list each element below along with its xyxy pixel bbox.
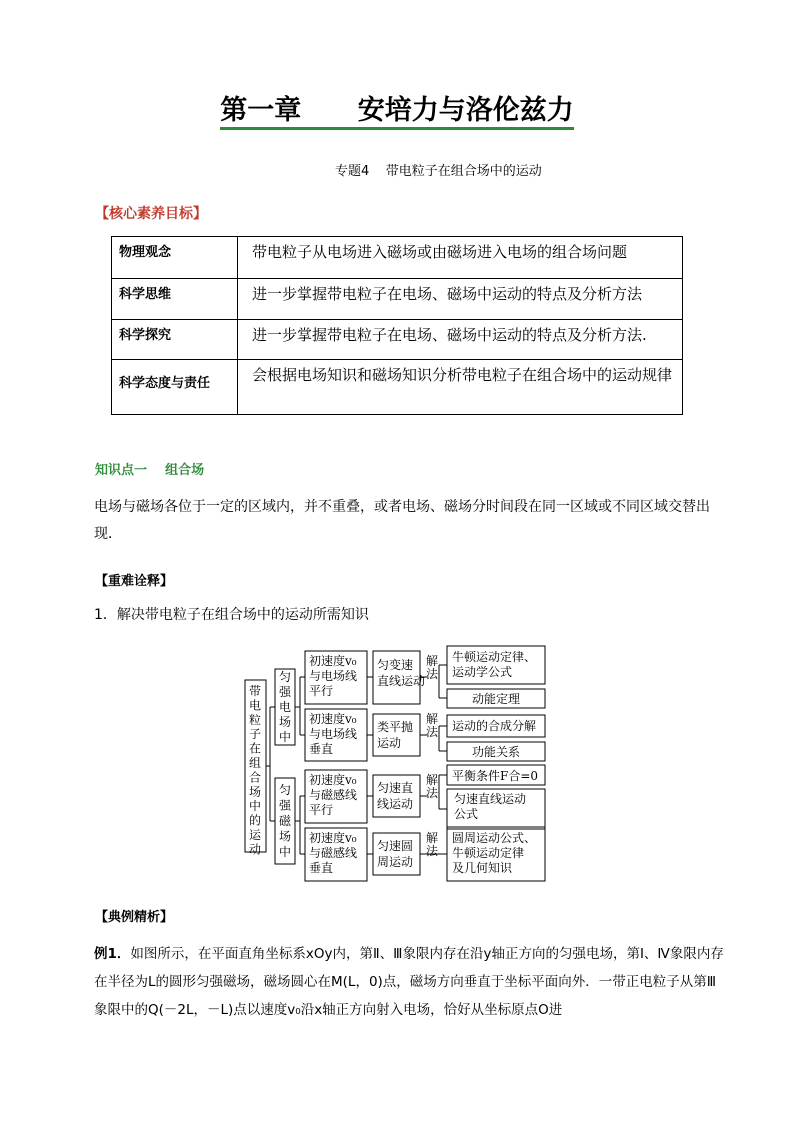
diagram-condition-text: 垂直	[309, 861, 334, 875]
example-1-text: 如图所示，在平面直角坐标系xOy内，第Ⅱ、Ⅲ象限内存在沿y轴正方向的匀强电场，第Ⅰ、Ⅳ象限内存在半径为L的圆形匀强磁场，磁场圆心在M(L，0)点，磁场方向垂直于坐标平面向外．一带正电粒子从第Ⅲ象限中的Q(－2L，－L)点以速度v₀沿x轴正方向射入电场，恰好从坐标原点O进	[94, 946, 724, 1018]
diagram-field-b-char: 强	[278, 798, 292, 813]
diagram-result-text: 圆周运动公式、	[452, 831, 537, 845]
diagram-condition-text: 初速度v₀	[309, 654, 357, 668]
diagram-root-char: 合	[248, 770, 262, 785]
goals-row	[112, 279, 683, 320]
diagram-method-label: 解	[425, 773, 439, 787]
diagram-condition-text: 垂直	[309, 742, 334, 756]
chapter-title	[0, 93, 794, 129]
diagram-method-label: 法	[425, 667, 439, 681]
goal-value: 带电粒子从电场进入磁场或由磁场进入电场的组合场问题	[238, 237, 683, 279]
topic-subtitle: 专题4 带电粒子在组合场中的运动	[335, 164, 542, 179]
diagram-result-text: 功能关系	[471, 745, 521, 759]
diagram-motion-text: 直线运动	[377, 674, 426, 688]
diagram-result-text: 匀速直线运动	[454, 792, 527, 806]
diagram-field-b-char: 磁	[278, 814, 292, 828]
example-heading: 【典例精析】	[95, 910, 174, 925]
diagram-result-text: 及几何知识	[452, 861, 513, 875]
diagram-result-text: 公式	[454, 807, 479, 821]
diagram-root-char: 运	[248, 828, 262, 842]
diagram-motion-text: 匀速直	[377, 781, 414, 795]
diagram-field-b-char: 匀	[278, 783, 292, 797]
diagram-result-text: 动能定理	[471, 692, 521, 706]
diagram-root-char: 场	[248, 784, 262, 799]
diagram-method-label: 解	[425, 712, 439, 726]
diagram-motion-text: 类平抛	[377, 720, 414, 734]
diagram-result-text: 平衡条件F合=0	[452, 769, 539, 783]
diagram-result-text: 运动的合成分解	[452, 719, 537, 733]
diagram-field-e-char: 电	[278, 700, 292, 714]
goals-table	[111, 236, 683, 415]
example-1	[94, 940, 724, 1024]
example-1-label: 例1．	[94, 946, 131, 962]
diagram-motion-text: 线运动	[377, 797, 414, 811]
diagram-motion-text: 匀变速	[377, 658, 414, 672]
diagram-condition-text: 与电场线	[309, 669, 358, 683]
diagram-root-char: 动	[248, 842, 262, 857]
diagram-method-label: 法	[425, 786, 439, 800]
diagram-root-char: 电	[248, 698, 262, 713]
diagram-method-label: 法	[425, 725, 439, 739]
goals-row	[112, 360, 683, 415]
diagram-condition-text: 初速度v₀	[309, 773, 357, 787]
diagram-condition-text: 与电场线	[309, 727, 358, 741]
goal-value: 进一步掌握带电粒子在电场、磁场中运动的特点及分析方法.	[238, 320, 683, 360]
diagram-field-b-char: 中	[278, 845, 292, 859]
diagram-condition-text: 平行	[309, 684, 334, 698]
diagram-root-char: 在	[248, 741, 262, 756]
diagram-root-char: 带	[248, 684, 262, 698]
diagram-field-e-char: 中	[278, 730, 292, 744]
diagram-result-text: 运动学公式	[452, 665, 513, 679]
knowledge-point-title: 知识点一 组合场	[95, 463, 205, 478]
diagram-motion-text: 匀速圆	[377, 839, 414, 853]
diagram-condition-text: 与磁感线	[309, 788, 358, 802]
goal-key: 物理观念	[112, 237, 238, 279]
chapter-title-text: 第一章 安培力与洛伦兹力	[220, 95, 573, 130]
diagram-condition-text: 初速度v₀	[309, 831, 357, 845]
diagram-motion-text: 运动	[377, 736, 402, 750]
diagram-condition-text: 平行	[309, 803, 334, 817]
diagram-motion-text: 周运动	[377, 855, 414, 869]
knowledge-diagram	[244, 643, 549, 884]
key-heading: 【重难诠释】	[95, 574, 174, 589]
diagram-root-char: 组	[248, 756, 262, 770]
diagram-root-char: 子	[248, 727, 262, 742]
intro-paragraph: 电场与磁场各位于一定的区域内，并不重叠，或者电场、磁场分时间段在同一区域或不同区域交替出现．	[94, 499, 710, 542]
diagram-root-char: 粒	[248, 712, 262, 727]
diagram-field-e-char: 强	[278, 685, 292, 699]
diagram-condition-text: 初速度v₀	[309, 712, 357, 726]
goal-key: 科学思维	[112, 279, 238, 320]
goals-row	[112, 320, 683, 360]
item-1: 1．解决带电粒子在组合场中的运动所需知识	[94, 607, 369, 623]
goals-row	[112, 237, 683, 279]
diagram-root-char: 的	[248, 813, 262, 828]
goal-value: 进一步掌握带电粒子在电场、磁场中运动的特点及分析方法	[238, 279, 683, 320]
goal-key: 科学态度与责任	[112, 360, 238, 415]
goals-heading: 【核心素养目标】	[95, 206, 207, 222]
diagram-root-char: 中	[248, 799, 262, 814]
diagram-method-label: 法	[425, 844, 439, 858]
diagram-result-text: 牛顿运动定律、	[452, 650, 537, 664]
diagram-condition-text: 与磁感线	[309, 846, 358, 860]
diagram-field-e-char: 场	[278, 715, 292, 729]
goal-value: 会根据电场知识和磁场知识分析带电粒子在组合场中的运动规律	[238, 360, 683, 415]
diagram-result-text: 牛顿运动定律	[452, 846, 525, 860]
diagram-method-label: 解	[425, 654, 439, 668]
diagram-field-b-char: 场	[278, 829, 292, 844]
diagram-method-label: 解	[425, 831, 439, 845]
diagram-field-e-char: 匀	[278, 670, 292, 684]
goal-key: 科学探究	[112, 320, 238, 360]
